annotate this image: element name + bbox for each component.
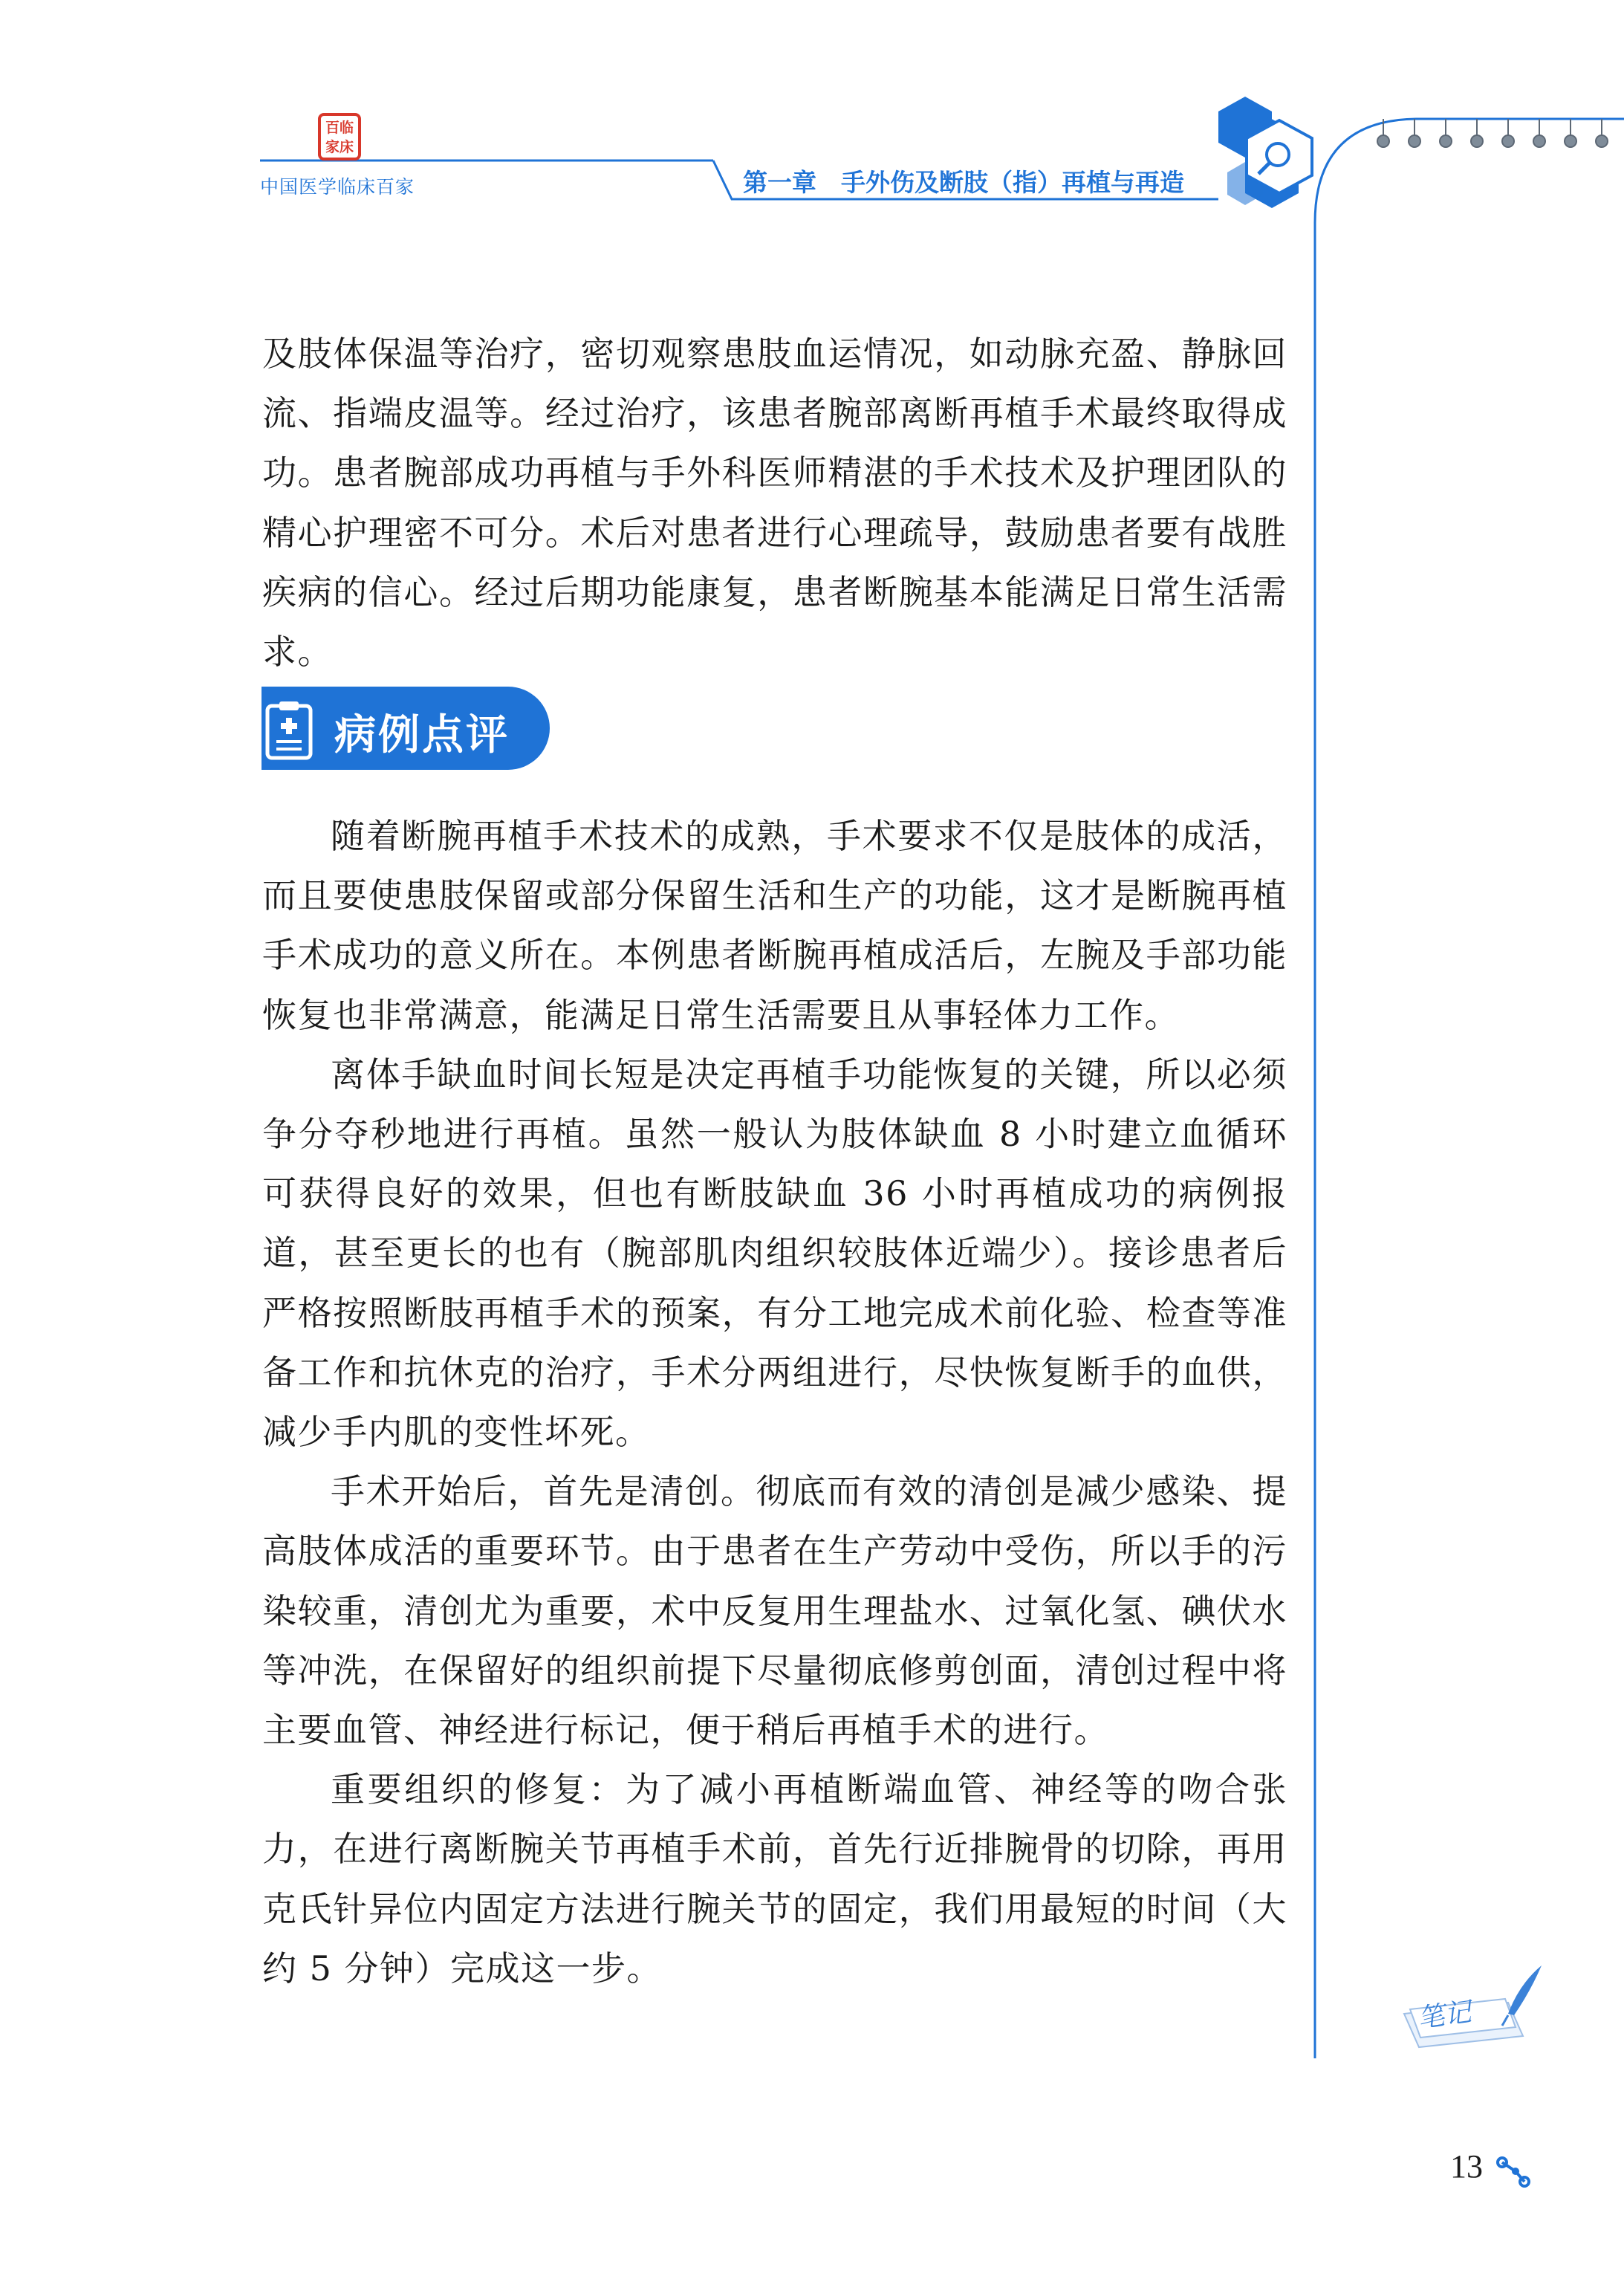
logo-seal <box>318 113 361 161</box>
paragraph: 随着断腕再植手术技术的成熟，手术要求不仅是肢体的成活，而且要使患肢保留或部分保留生活和生产的功能，这才是断腕再植手术成功的意义所在。本例患者断腕再植成活后，左腕及手部功能恢复也非常满意，能满足日常生活需要且从事轻体力工作。 <box>262 816 1287 1035</box>
section-title: 病例点评 <box>334 711 510 759</box>
main-content <box>262 324 1287 681</box>
brand-name: 中国医学临床百家 <box>260 176 415 198</box>
review-content <box>262 806 1287 1998</box>
share-nodes-icon <box>1495 2152 1532 2189</box>
clipboard-icon <box>264 700 314 761</box>
notes-label: 笔记 <box>1415 1997 1473 2035</box>
paragraph: 手术开始后，首先是清创。彻底而有效的清创是减少感染、提高肢体成活的重要环节。由于患者在生产劳动中受伤，所以手的污染较重，清创尤为重要，术中反复用生理盐水、过氧化氢、碘伏水等冲洗，在保留好的组织前提下尽量彻底修剪创面，清创过程中将主要血管、神经进行标记，便于稍后再植手术的进行。 <box>262 1471 1287 1751</box>
seal-text: 百临 家床 <box>325 120 354 155</box>
paragraph: 及肢体保温等治疗，密切观察患肢血运情况，如动脉充盈、静脉回流、指端皮温等。经过治疗，该患者腕部离断再植手术最终取得成功。患者腕部成功再植与手外科医师精湛的手术技术及护理团队的精心护理密不可分。术后对患者进行心理疏导，鼓励患者要有战胜疾病的信心。经过后期功能康复，患者断腕基本能满足日常生活需求。 <box>262 334 1287 672</box>
page-number: 13 <box>1450 2148 1483 2185</box>
paragraph: 离体手缺血时间长短是决定再植手功能恢复的关键，所以必须争分夺秒地进行再植。虽然一般认为肢体缺血 8 小时建立血循环可获得良好的效果，但也有断肢缺血 36 小时再植成功的病例报道，甚至更长的也有（腕部肌肉组织较肢体近端少）。接诊患者后严格按照断肢再植手术的预案，有分工地完成术前化验、检查等准备工作和抗休克的治疗，手术分两组进行，尽快恢复断手的血供，减少手内肌的变性坏死。 <box>262 1054 1287 1453</box>
chapter-title: 第一章 手外伤及断肢（指）再植与再造 <box>743 168 1184 197</box>
paragraph: 重要组织的修复：为了减小再植断端血管、神经等的吻合张力，在进行离断腕关节再植手术前，首先行近排腕骨的切除，再用克氏针异位内固定方法进行腕关节的固定，我们用最短的时间（大约 5 分钟）完成这一步。 <box>262 1769 1287 1988</box>
